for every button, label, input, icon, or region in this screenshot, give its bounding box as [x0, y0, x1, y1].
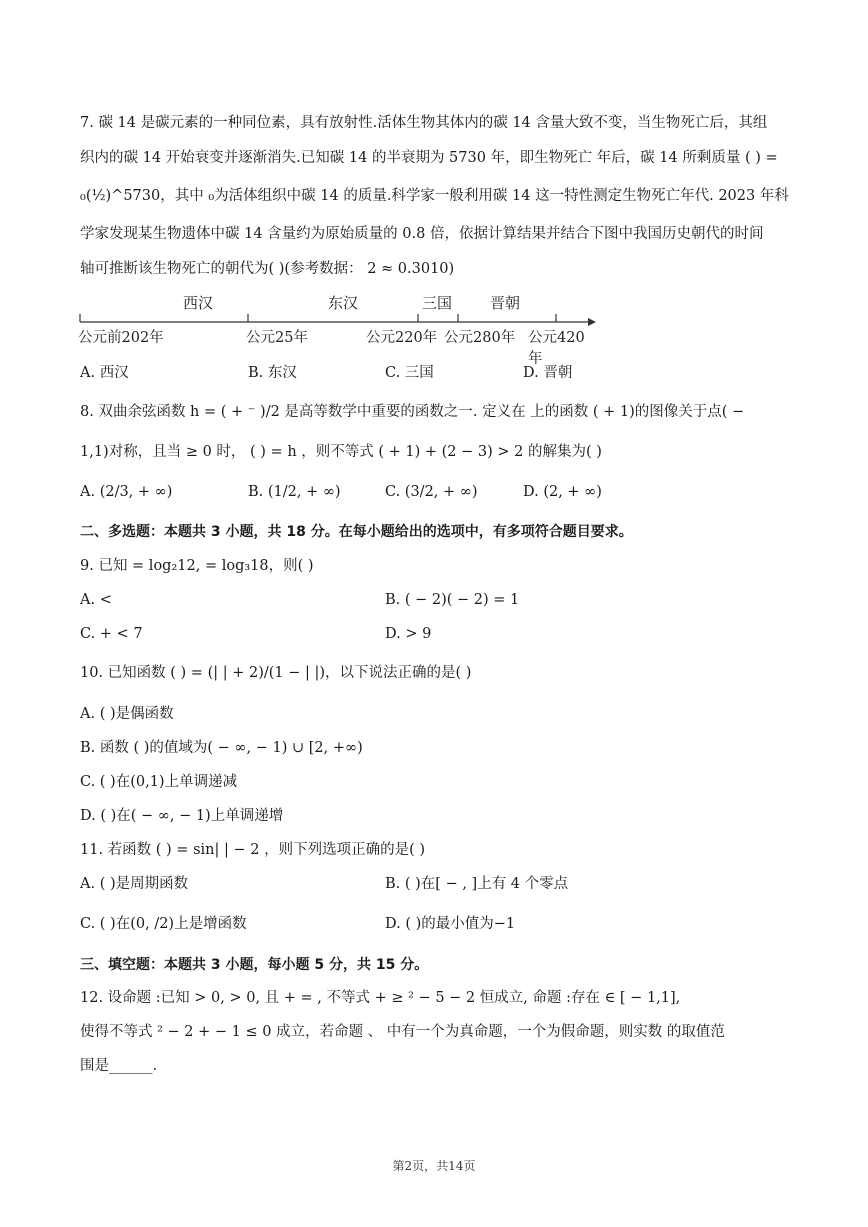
q10-option-b: B. 函数 ( )的值域为( − ∞, − 1) ∪ [2, +∞) — [80, 740, 363, 756]
q9-option-c: C. + < 7 — [80, 626, 143, 642]
timeline-date-2: 公元25年 — [246, 330, 308, 346]
q7-line-2: 织内的碳 14 开始衰变并逐渐消失.已知碳 14 的半衰期为 5730 年，即生物死亡 年后，碳 14 所剩质量 ( ) = — [80, 150, 778, 166]
dynasty-timeline — [78, 292, 598, 367]
section-3-heading: 三、填空题：本题共 3 小题，每小题 5 分，共 15 分。 — [80, 957, 429, 973]
timeline-era-xihan: 西汉 — [183, 294, 214, 312]
q10-option-c: C. ( )在(0,1)上单调递减 — [80, 774, 238, 790]
q8-option-d: D. (2, + ∞) — [523, 484, 602, 500]
q9-stem: 9. 已知 = log₂12, = log₃18，则( ) — [80, 558, 314, 574]
q11-option-d: D. ( )的最小值为−1 — [385, 916, 516, 932]
timeline-era-sanguo: 三国 — [422, 294, 453, 312]
q7-option-a: A. 西汉 — [80, 365, 129, 381]
section-2-heading: 二、多选题：本题共 3 小题，共 18 分。在每小题给出的选项中，有多项符合题目要求。 — [80, 524, 633, 540]
q7-option-d: D. 晋朝 — [523, 365, 573, 381]
timeline-era-donghan: 东汉 — [328, 294, 359, 312]
q9-option-d: D. > 9 — [385, 626, 432, 642]
q10-option-d: D. ( )在( − ∞, − 1)上单调递增 — [80, 808, 284, 824]
timeline-date-5: 公元420年 — [528, 330, 585, 367]
q8-line-1: 8. 双曲余弦函数 h = ( + ⁻ )/2 是高等数学中重要的函数之一. 定义在 上的函数 ( + 1)的图像关于点( − — [80, 404, 745, 420]
q8-option-b: B. (1/2, + ∞) — [248, 484, 341, 500]
q7-line-4: 学家发现某生物遗体中碳 14 含量约为原始质量的 0.8 倍，依据计算结果并结合下图中我国历史朝代的时间 — [80, 226, 764, 242]
q8-option-a: A. (2/3, + ∞) — [80, 484, 173, 500]
page-footer: 第2页，共14页 — [392, 1159, 476, 1173]
q11-option-c: C. ( )在(0, /2)上是增函数 — [80, 916, 247, 932]
q12-line-3: 围是______. — [80, 1058, 158, 1074]
q7-line-3: ₀(½)^5730，其中 ₀为活体组织中碳 14 的质量.科学家一般利用碳 14 这一特性测定生物死亡年代. 2023 年科 — [80, 188, 789, 204]
q9-option-a: A. < — [80, 592, 112, 608]
timeline-era-jinchao: 晋朝 — [490, 294, 521, 312]
q11-option-a: A. ( )是周期函数 — [80, 876, 189, 892]
q9-option-b: B. ( − 2)( − 2) = 1 — [385, 592, 520, 608]
q11-stem: 11. 若函数 ( ) = sin| | − 2 ，则下列选项正确的是( ) — [80, 842, 425, 858]
q10-option-a: A. ( )是偶函数 — [80, 706, 174, 722]
timeline-date-4: 公元280年 — [444, 330, 516, 346]
q8-line-2: 1,1)对称，且当 ≥ 0 时， ( ) = h ，则不等式 ( + 1) + (2 − 3) > 2 的解集为( ) — [80, 444, 602, 460]
q7-line-1: 7. 碳 14 是碳元素的一种同位素，具有放射性.活体生物其体内的碳 14 含量大致不变，当生物死亡后，其组 — [80, 115, 768, 131]
timeline-date-1: 公元前202年 — [78, 330, 164, 346]
q10-stem: 10. 已知函数 ( ) = (| | + 2)/(1 − | |)，以下说法正确的是( ) — [80, 665, 472, 681]
q7-option-b: B. 东汉 — [248, 365, 297, 381]
q7-line-5: 轴可推断该生物死亡的朝代为( )(参考数据： 2 ≈ 0.3010) — [80, 261, 455, 277]
q7-option-c: C. 三国 — [385, 365, 434, 381]
q8-option-c: C. (3/2, + ∞) — [385, 484, 478, 500]
q11-option-b: B. ( )在[ − , ]上有 4 个零点 — [385, 876, 569, 892]
q12-line-2: 使得不等式 ² − 2 + − 1 ≤ 0 成立，若命题 、 中有一个为真命题，一个为假命题，则实数 的取值范 — [80, 1024, 725, 1040]
timeline-date-3: 公元220年 — [366, 330, 438, 346]
q12-line-1: 12. 设命题 :已知 > 0, > 0, 且 + = , 不等式 + ≥ ² − 5 − 2 恒成立, 命题 :存在 ∈ [ − 1,1], — [80, 990, 681, 1006]
